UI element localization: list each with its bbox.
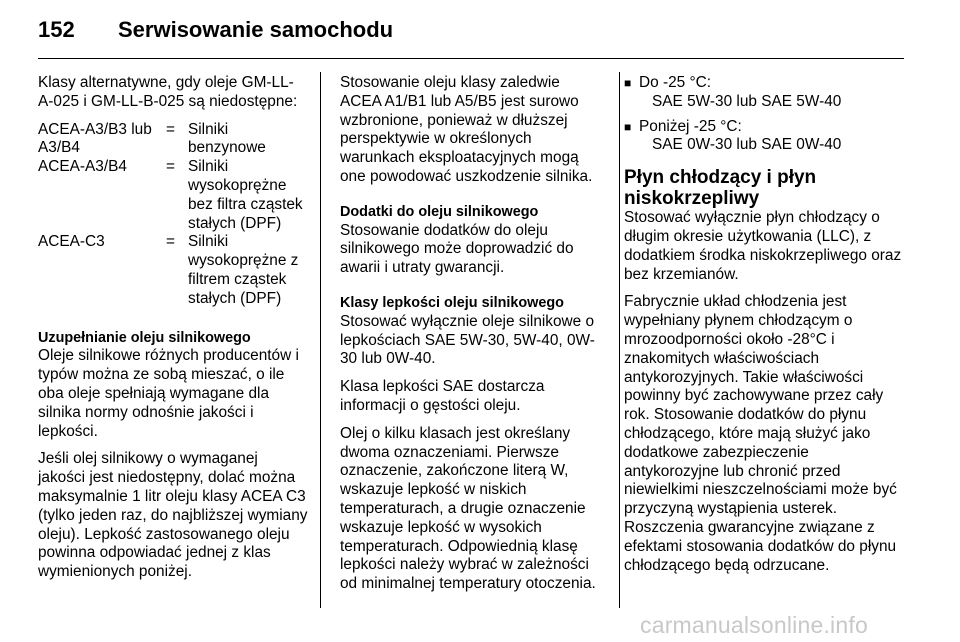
- list-item: [624, 118, 906, 137]
- topup-heading: Uzupełnianie oleju silnikowego: [38, 329, 251, 346]
- spec-value: Silniki benzynowe: [188, 120, 266, 157]
- additives-heading: Dodatki do oleju silnikowego: [340, 203, 539, 220]
- header-rule: [38, 58, 904, 59]
- viscosity-paragraph-1: Stosować wyłącznie oleje silnikowe o lepkościach SAE 5W-30, 5W-40, 0W-30 lub 0W-40.: [340, 312, 595, 368]
- oil-spec-table: [38, 121, 308, 309]
- spec-equals: =: [166, 120, 175, 138]
- column-1: [38, 74, 308, 591]
- spec-equals: =: [166, 233, 175, 251]
- list-item: [624, 74, 906, 93]
- coolant-paragraph-2: Fabrycznie układ chłodzenia jest wypełniany płynem chłodzącym o mrozoodporności około -28°C i znakomitych właściwościach antykorozyjnych. Takie właściwości powinny być zachowywane przez cały rok. Stosowanie dodatków do płynu chłodzącego, które mają służyć jako dodatkowe zabezpieczenie antykorozyjne lub chronić przed niewielkimi nieszczelnościami może być przyczyną wystąpienia usterek. Roszczenia gwarancyjne związane z efektami stosowania dodatków do płynu chłodzącego będą odrzucane.: [624, 293, 897, 574]
- additives-paragraph: Stosowanie dodatków do oleju silnikowego może doprowadzić do awarii i utraty gwarancji.: [340, 221, 574, 277]
- viscosity-paragraph-2: Klasa lepkości SAE dostarcza informacji o gęstości oleju.: [340, 378, 545, 414]
- viscosity-recommendation: SAE 5W-30 lub SAE 5W-40: [652, 92, 842, 110]
- viscosity-recommendation: SAE 0W-30 lub SAE 0W-40: [652, 136, 842, 154]
- temperature-label: Do -25 °C:: [639, 74, 712, 91]
- spec-value: Silniki wysokoprężne z filtrem cząstek stałych (DPF): [188, 233, 299, 307]
- spec-equals: =: [166, 158, 175, 176]
- watermark: carmanualsonline.info: [640, 612, 868, 638]
- viscosity-heading: Klasy lepkości oleju silnikowego: [340, 294, 564, 311]
- topup-paragraph-1: Oleje silnikowe różnych producentów i typów można ze sobą mieszać, o ile oba oleje spełniają wymagane dla silnika normy odnośnie jakości i lepkości.: [38, 347, 299, 440]
- temperature-label: Poniżej -25 °C:: [639, 117, 742, 135]
- column-divider-2: [619, 72, 620, 608]
- spec-value: Silniki wysokoprężne bez filtra cząstek stałych (DPF): [188, 158, 303, 232]
- bullet-square-icon: ■: [624, 76, 632, 90]
- coolant-heading: Płyn chłodzący i płyn niskokrzepliwy: [624, 167, 817, 210]
- column-divider-1: [320, 72, 321, 608]
- spec-label: ACEA-A3/B3 lub A3/B4: [38, 120, 152, 157]
- spec-label: ACEA-C3: [38, 233, 105, 251]
- viscosity-paragraph-3: Olej o kilku klasach jest określany dwoma oznaczeniami. Pierwsze oznaczenie, zakończone literą W, wskazuje lepkość w niskich temperaturach, a drugie oznaczenie wskazuje lepkość w wysokich temperaturach. Odpowiednią klasę lepkości należy wybrać w zależności od minimalnej temperatury otoczenia.: [340, 424, 596, 593]
- section-title: Serwisowanie samochodu: [118, 17, 394, 42]
- prohibited-oils-paragraph: Stosowanie oleju klasy zaledwie ACEA A1/B1 lub A5/B5 jest surowo wzbronione, ponieważ w dłuższej perspektywie w określonych warunkach eksploatacyjnych mogą one powodować uszkodzenie silnika.: [340, 74, 593, 185]
- spec-label: ACEA-A3/B4: [38, 158, 127, 176]
- topup-paragraph-2: Jeśli olej silnikowy o wymaganej jakości jest niedostępny, dolać można maksymalnie 1 litr oleju klasy ACEA C3 (tylko jeden raz, do najbliższej wymiany oleju). Lepkość zastosowanego oleju powinna odpowiadać jednej z klas wymienionych poniżej.: [38, 450, 308, 581]
- page-header: [38, 10, 393, 50]
- bullet-square-icon: ■: [624, 119, 632, 134]
- column-3: [624, 74, 906, 584]
- page-number: 152: [38, 17, 75, 42]
- alternative-classes-intro: Klasy alternatywne, gdy oleje GM-LL-A-025 i GM-LL-B-025 są niedostępne:: [38, 74, 298, 110]
- coolant-paragraph-1: Stosować wyłącznie płyn chłodzący o długim okresie użytkowania (LLC), z dodatkiem środka niskokrzepliwego oraz bez krzemianów.: [624, 209, 902, 283]
- column-2: [340, 74, 602, 603]
